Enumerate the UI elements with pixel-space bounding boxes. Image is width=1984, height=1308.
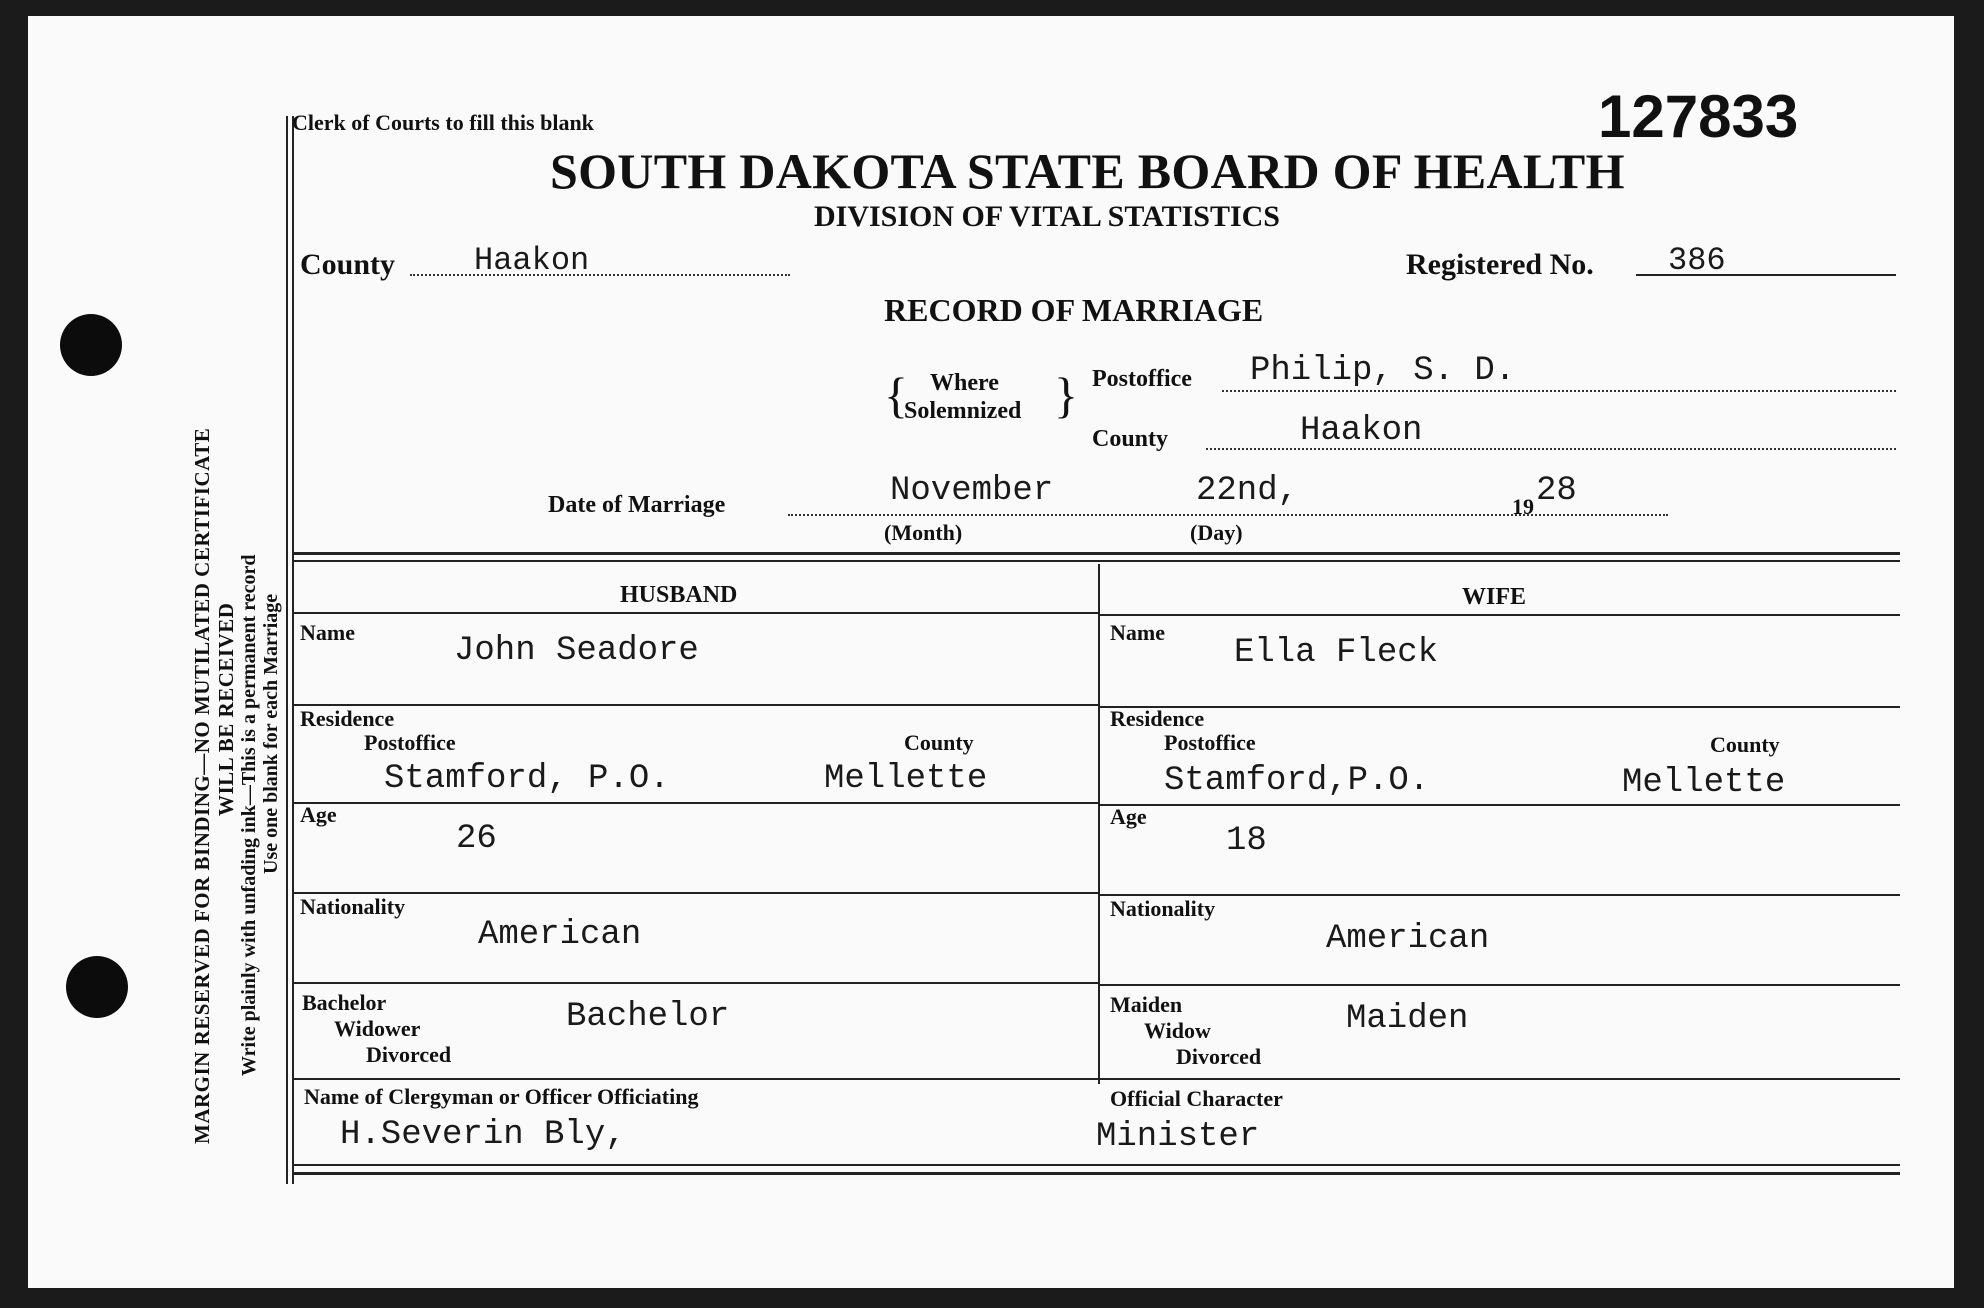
brace-right: } xyxy=(1054,367,1078,423)
wife-status-label-maiden: Maiden xyxy=(1110,992,1183,1017)
clerk-note: Clerk of Courts to fill this blank xyxy=(292,110,594,135)
residence-rule-left xyxy=(294,802,1098,804)
husband-nationality-label: Nationality xyxy=(300,894,406,919)
solemnized-county-value: Haakon xyxy=(1300,412,1423,450)
registered-label: Registered No. xyxy=(1406,248,1594,281)
husband-heading: HUSBAND xyxy=(620,582,738,608)
margin-received-notice: WILL BE RECEIVED xyxy=(214,602,238,816)
postoffice-value: Philip, S. D. xyxy=(1250,352,1516,390)
husband-status-label-bachelor: Bachelor xyxy=(302,990,387,1015)
name-rule-right xyxy=(1100,706,1900,708)
husband-age: 26 xyxy=(456,820,497,858)
wife-nationality: American xyxy=(1326,920,1490,958)
record-title: RECORD OF MARRIAGE xyxy=(884,292,1264,328)
solemnized-county-label: County xyxy=(1092,426,1169,452)
year-suffix: 28 xyxy=(1536,472,1577,510)
brace-left: { xyxy=(884,367,908,423)
certificate-number: 127833 xyxy=(1598,83,1799,150)
wife-status: Maiden xyxy=(1346,1000,1469,1038)
husband-county-label: County xyxy=(904,730,974,755)
husband-residence-label: Residence xyxy=(300,706,395,731)
date-label: Date of Marriage xyxy=(548,492,726,518)
top-rule-1 xyxy=(294,552,1900,555)
husband-status-label-divorced: Divorced xyxy=(366,1042,452,1067)
center-divider xyxy=(1098,564,1100,1084)
nationality-rule-left xyxy=(294,982,1098,984)
division-title: DIVISION OF VITAL STATISTICS xyxy=(814,200,1280,233)
wife-postoffice-label: Postoffice xyxy=(1164,730,1256,755)
wife-nationality-label: Nationality xyxy=(1110,896,1216,921)
wife-age-label: Age xyxy=(1110,804,1147,829)
wife-status-label-widow: Widow xyxy=(1144,1018,1211,1043)
husband-age-label: Age xyxy=(300,802,337,827)
county-label: County xyxy=(300,248,396,281)
age-rule-left xyxy=(294,892,1098,894)
year-prefix: 19 xyxy=(1512,494,1534,519)
official-character: Minister xyxy=(1096,1118,1260,1156)
official-character-label: Official Character xyxy=(1110,1086,1283,1111)
husband-status: Bachelor xyxy=(566,998,730,1036)
status-rule xyxy=(294,1078,1900,1080)
margin-blank-notice: Use one blank for each Marriage xyxy=(260,593,282,874)
officiant-name: H.Severin Bly, xyxy=(340,1116,626,1154)
form-left-border xyxy=(286,116,288,1184)
husband-county: Mellette xyxy=(824,760,988,798)
board-title: SOUTH DAKOTA STATE BOARD OF HEALTH xyxy=(550,143,1625,199)
date-line xyxy=(788,514,1668,516)
month-caption: (Month) xyxy=(884,520,963,545)
postoffice-label: Postoffice xyxy=(1092,366,1192,392)
wife-county: Mellette xyxy=(1622,764,1786,802)
day-caption: (Day) xyxy=(1190,520,1243,545)
solemnized-label: Solemnized xyxy=(904,398,1022,424)
margin-binding-notice: MARGIN RESERVED FOR BINDING—NO MUTILATED CERTIFICATE xyxy=(190,427,214,1144)
where-label: Where xyxy=(930,370,999,396)
top-rule-2 xyxy=(294,560,1900,562)
husband-name: John Seadore xyxy=(454,632,699,670)
county-line xyxy=(410,274,790,276)
husband-postoffice-label: Postoffice xyxy=(364,730,456,755)
heading-rule-left xyxy=(294,612,1098,614)
marriage-month: November xyxy=(890,472,1054,510)
husband-status-label-widower: Widower xyxy=(334,1016,421,1041)
wife-residence-label: Residence xyxy=(1110,706,1205,731)
wife-age: 18 xyxy=(1226,822,1267,860)
margin-ink-notice: Write plainly with unfading ink—This is a permanent record xyxy=(238,554,260,1076)
age-rule-right xyxy=(1100,894,1900,896)
wife-name: Ella Fleck xyxy=(1234,634,1439,672)
wife-county-label: County xyxy=(1710,732,1780,757)
bottom-rule-2 xyxy=(294,1172,1900,1175)
marriage-record-card xyxy=(28,16,1954,1288)
binder-hole-bottom xyxy=(66,956,128,1018)
officiant-name-label: Name of Clergyman or Officer Officiating xyxy=(304,1084,699,1109)
wife-heading: WIFE xyxy=(1462,584,1527,610)
postoffice-line xyxy=(1222,390,1896,392)
form-left-border-inner xyxy=(292,116,294,1184)
heading-rule-right xyxy=(1100,614,1900,616)
husband-postoffice: Stamford, P.O. xyxy=(384,760,670,798)
marriage-day: 22nd, xyxy=(1196,472,1299,510)
bottom-rule-1 xyxy=(294,1164,1900,1166)
wife-postoffice: Stamford,P.O. xyxy=(1164,762,1430,800)
registered-value: 386 xyxy=(1668,242,1726,279)
husband-nationality: American xyxy=(478,916,642,954)
nationality-rule-right xyxy=(1100,984,1900,986)
husband-name-label: Name xyxy=(300,620,355,645)
wife-name-label: Name xyxy=(1110,620,1165,645)
binder-hole-top xyxy=(60,314,122,376)
name-rule-left xyxy=(294,704,1098,706)
wife-status-label-divorced: Divorced xyxy=(1176,1044,1262,1069)
county-value: Haakon xyxy=(474,242,590,279)
residence-rule-right xyxy=(1100,804,1900,806)
